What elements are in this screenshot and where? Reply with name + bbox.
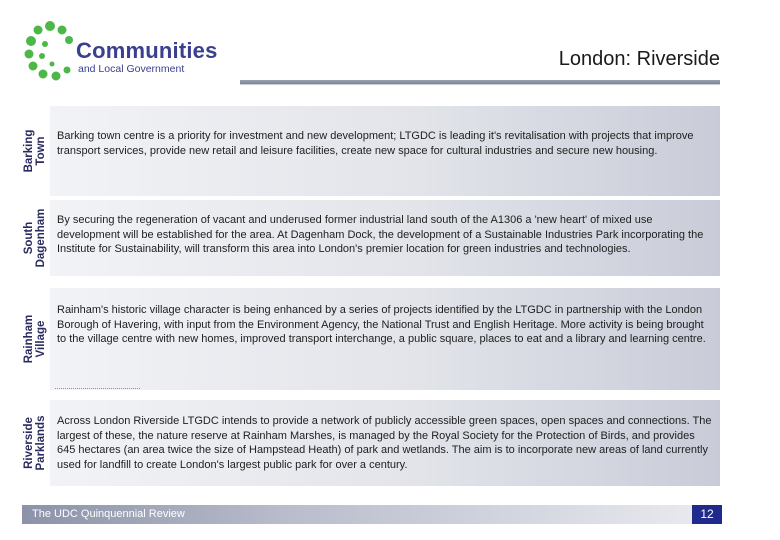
communities-logo: [22, 20, 218, 82]
row-label: [20, 200, 50, 276]
row-barking-town: [20, 106, 720, 196]
dotted-connector: [55, 388, 140, 390]
footer-bar: [22, 505, 692, 524]
page-number: 12: [692, 505, 722, 524]
row-description: By securing the regeneration of vacant and underused former industrial land south of the A1306 a 'new heart' of mixed use development will be established for the area. At Dagenham Dock, the development of a Sustainable Industries Park incorporating the Institute for Sustainability, will transform this area into London's premier location for green industries and technologies.: [57, 214, 704, 255]
row-label: [20, 106, 50, 196]
row-description: Across London Riverside LTGDC intends to provide a network of publicly accessible green spaces, open spaces and connections. The largest of these, the nature reserve at Rainham Marshes, is managed by the Royal Society for the Protection of Birds, and provides 645 hectares (an area twice the size of Hampstead Heath) of park and wetlands. The aim is to incorporate new areas of land currently used for landfill to create London's largest public park for over a century.: [57, 415, 712, 471]
row-rainham-village: [20, 288, 720, 390]
logo-subtitle: and Local Government: [78, 63, 185, 75]
row-panel: [50, 400, 720, 486]
row-label-text: Barking Town: [23, 129, 47, 173]
row-description: Barking town centre is a priority for investment and new development; LTGDC is leading it's revitalisation with projects that improve transport services, provide new retail and leisure facilities, create new space for cultural industries and secure new housing.: [57, 130, 694, 157]
dots-emblem-icon: [22, 20, 78, 82]
row-label-text: South Dagenham: [23, 208, 47, 268]
row-panel: [50, 200, 720, 276]
row-label-text: Rainham Village: [23, 314, 47, 364]
row-label: [20, 288, 50, 390]
row-riverside-parklands: [20, 400, 720, 486]
page-title: London: Riverside: [558, 48, 720, 70]
title-divider-shadow: [240, 84, 720, 85]
row-south-dagenham: [20, 200, 720, 276]
footer-title: The UDC Quinquennial Review: [32, 508, 185, 520]
logo-title: Communities: [76, 38, 218, 63]
row-label-text: Riverside Parklands: [23, 415, 47, 471]
row-panel: [50, 288, 720, 390]
row-panel: [50, 106, 720, 196]
row-label: [20, 400, 50, 486]
row-description: Rainham's historic village character is being enhanced by a series of projects identified by the LTGDC in partnership with the London Borough of Havering, with input from the Environment Agency, the National Trust and English Heritage. More activity is being brought to the village centre with new homes, improved transport interchange, a public square, places to eat and a library and learning centre.: [57, 304, 706, 345]
